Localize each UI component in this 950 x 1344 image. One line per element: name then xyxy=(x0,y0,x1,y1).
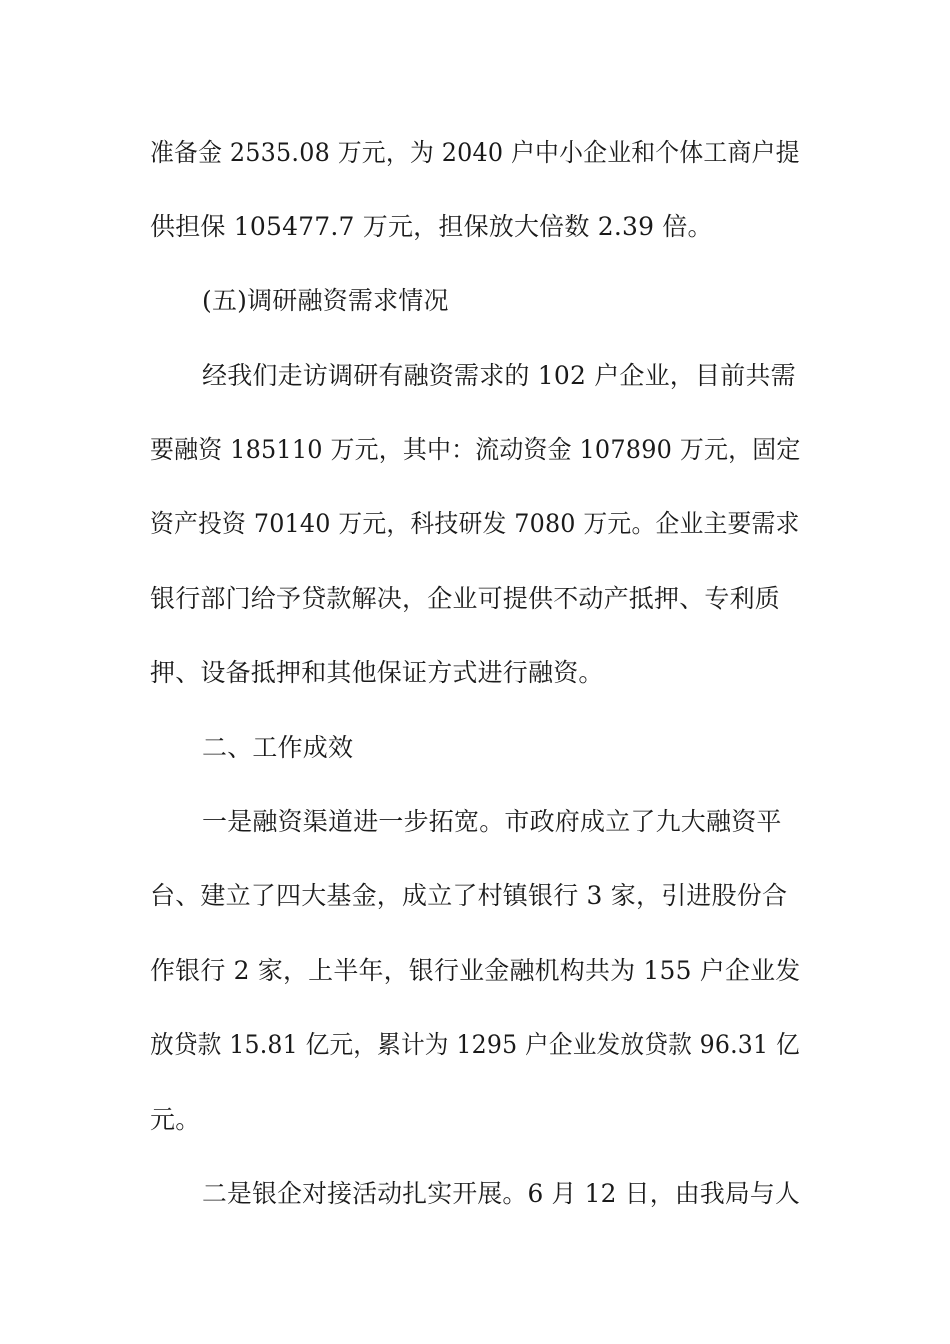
body-text-line: 要融资 185110 万元，其中：流动资金 107890 万元，固定 xyxy=(150,435,801,464)
body-text-line: 放贷款 15.81 亿元，累计为 1295 户企业发放贷款 96.31 亿 xyxy=(150,1030,800,1059)
body-text-line: 二是银企对接活动扎实开展。6 月 12 日，由我局与人 xyxy=(202,1179,800,1208)
body-text-line: 押、设备抵押和其他保证方式进行融资。 xyxy=(150,658,604,687)
section-heading: (五)调研融资需求情况 xyxy=(202,286,449,315)
body-text-line: 供担保 105477.7 万元，担保放大倍数 2.39 倍。 xyxy=(150,212,713,241)
body-text-line: 一是融资渠道进一步拓宽。市政府成立了九大融资平 xyxy=(202,807,782,836)
body-text-line: 准备金 2535.08 万元，为 2040 户中小企业和个体工商户提 xyxy=(150,138,800,167)
body-text-line: 台、建立了四大基金，成立了村镇银行 3 家，引进股份合 xyxy=(150,881,788,910)
section-heading: 二、工作成效 xyxy=(202,733,354,762)
body-text-line: 作银行 2 家，上半年，银行业金融机构共为 155 户企业发 xyxy=(150,956,801,985)
body-text-line: 元。 xyxy=(150,1105,201,1134)
body-text-line: 银行部门给予贷款解决，企业可提供不动产抵押、专利质 xyxy=(150,584,781,613)
body-text-line: 经我们走访调研有融资需求的 102 户企业，目前共需 xyxy=(202,361,796,390)
body-text-line: 资产投资 70140 万元，科技研发 7080 万元。企业主要需求 xyxy=(150,509,800,538)
